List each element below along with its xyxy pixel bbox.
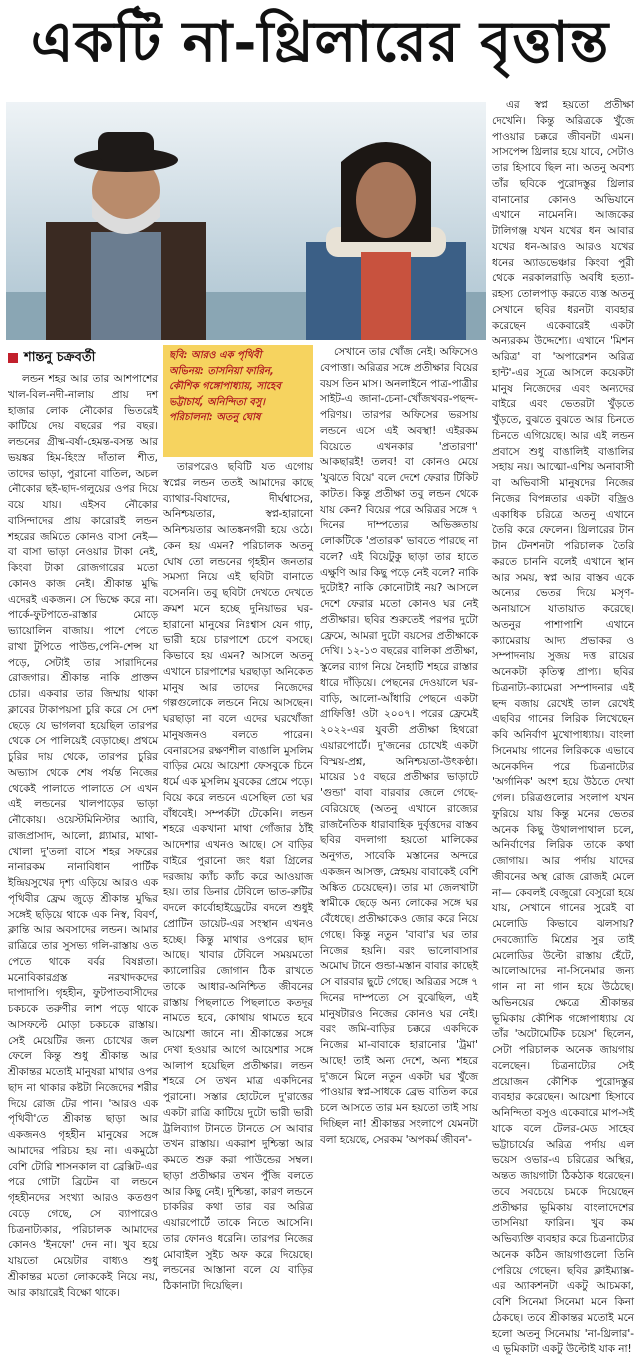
credits-line: কৌশিক গঙ্গোপাধ্যায়, সাহেব xyxy=(169,381,281,392)
byline-text: শান্তনু চক্রবর্তী xyxy=(24,349,96,365)
article-text: সেখানে তার খোঁজ নেই। অফিসেও বেপাত্তা। অরিত্রর সঙ্গে প্রতীক্ষার বিয়ের বয়স তিন মাস। অনলাইনে পাত্র-পাত্রীর সাইট-এ জানা-চেনা-খোঁজখবর-পছন্দ-পরিণয়। তারপর অফিসের ভরসায় লন্ডনে এসে এই অবস্থা! এইরকম বিয়েতে এখনকার 'প্রতারণা' আকছারই! তলব! বা কোনও মেয়ে 'যুঝতে বিয়ে' বলে দেশে ফেরার টিকিট কাটত। কিন্তু প্রতীক্ষা তবু লন্ডন থেকে যায় কেন? বিয়ের পরে অরিত্রর সঙ্গে ৭ দিনের দাম্পত্যের অভিজ্ঞতায় লোকটিকে 'প্রতারক' ভাবতে পারছে না বলে? এই বিয়েটুকু ছাড়া তার হাতে এক্ষুণি আর কিছু পড়ে নেই বলে? নাকি দুটোই? নাকি কোনোটাই নয়? আসলে দেশে ফেরার মতো কোনও ঘর নেই প্রতীক্ষার। ছবির শুরুতেই পরপর দুটো ফ্রেমে, আমরা দুটো বয়সের প্রতীক্ষাকে দেখি। ১২-১৩ বছরের বালিকা প্রতীক্ষা, স্কুলের ব্যাগ নিয়ে নৈহাটি শহরে রাস্তার ধারে দাঁড়িয়ে। পেছনের দেওয়ালে ঘর-বাড়ি, আলো-আঁধারি পেছনে একটা গ্রাফিত্তি! ওটা ২০০৭। পরের ফ্রেমেই ২০২২-এর যুবতী প্রতীক্ষা হিথরো এয়ারপোর্টে। দু'জনের চোখেই একটা বিস্ময়-প্রশ্ন, অনিশ্চয়তা-উৎকণ্ঠা। মায়ের ১৫ বছরে প্রতীক্ষার ভাড়াটে 'গুন্ডা' বাবা বারবার জেলে গেছে-বেরিয়েছে (অতনু এখানে রাজ্যের রাজনৈতিক ধারাবাহিক দুর্বৃত্তদের বাস্তব ছবির বদলাগা হয়তো মালিকের অনুগত, সাবেকি মস্তানের অন্দরে একজন আসক্ত, স্নেহময় বাবাকেই বেশি অঙ্কিত চেয়েছেন)। তার মা জেলখাটা স্বামীকে ছেড়ে অন্য লোকের সঙ্গে ঘর বেঁধেছে। প্রতীক্ষাকেও জোর করে নিয়ে গেছে। কিন্তু নতুন 'বাবা'র ঘর তার নিজের হয়নি। বরং ভালোবাসার অমোঘ টানে গুন্ডা-মস্তান বাবার কাছেই সে বারবার ছুটে গেছে। অরিত্রর সঙ্গে ৭ দিনের দাম্পত্যে সে বুঝেছিল, এই মানুষটারও নিজের কোনও ঘর নেই। বরং জমি-বাড়ির চক্করে একদিকে নিজের মা-বাবাকে হারানোর 'ট্রমা' আছে! তাই অন্য দেশে, অন্য শহরে দু'জনে মিলে নতুন একটা ঘর খুঁজে পাওয়ার স্বপ্ন-সাধকে ব্রেভ বাতিল করে চলে আসতে তার মন হয়তো তাই সায় দিচ্ছিল না! শ্রীকান্তর সংলাপে যেমনটা বলা হয়েছে, সেরকম 'অপকর্ম জীবন'- xyxy=(320,346,478,1146)
article-column-2 xyxy=(163,460,313,1292)
headline: একটি না-থ্রিলারের বৃত্তান্ত xyxy=(30,9,610,75)
credits-line: ছবি: আরও এক পৃথিবী xyxy=(169,350,262,361)
film-still-photo xyxy=(6,102,486,340)
article-text: তারপরেও ছবিটি যত এগোয় স্বপ্নের লন্ডন ততই আমাদের কাছে ব্যাথার-বিষাদের, দীর্ঘশ্বাসের, অনিশ্চয়তার, স্বপ্ন-হারানো অনিশ্চয়তার আতঙ্কনগরী হয়ে ওঠে। কেন হয় এমন? পরিচালক অতনু ঘোষ তো লন্ডনের গৃহহীন জনতার সমস্যা নিয়ে এই ছবিটা বানাতে বসেননি। তবু ছবিটা দেখতে দেখতে ক্রমশ মনে হচ্ছে দুনিয়াভর ঘর-হারানো মানুষের নিঃশ্বাস যেন গাঢ়, ভারী হয়ে চারপাশে চেপে বসছে। কিভাবে হয় এমন? আসলে অতনু এখানে চারপাশের ঘরছাড়া অনিকেত মানুষ আর তাদের নিজেদের গল্পগুলোকে লন্ডনে নিয়ে আসছেন। ঘরছাড়া না বলে এদের ঘরখোঁজা মানুষজনও বলতে পারেন। বেনারসের রক্ষণশীল বাঙালি মুসলিম বাড়ির মেয়ে আয়েশা ফেসবুকে চিনে ধর্মে এক মুসলিম যুবকের প্রেমে পড়ে। বিয়ে করে লন্ডনে এসেছিল তো ঘর বাঁধবেই। সম্পর্কটা টেকেনি। লন্ডন শহরে একখানা মাথা গোঁজার ঠাঁই আদেশার এখনও আছে। সে বাড়ির বাইরে পুরানো জং ধরা গ্রিলের দরজায় ক্যাঁচ ক্যাঁচ করে আওয়াজ হয়। তার ডিনার টেবিলে ভাত-রুটির বদলে কার্বোহাইড্রেটের বদলে শুধুই প্রোটিন ডায়েট-এর সংস্থান এখনও হচ্ছে। কিন্তু মাথার ওপরের ছাদ আছে। খাবার টেবিলে সময়মতো ক্যালোরির জোগান ঠিক রাখতে তাকে আধার-অনিশ্চিত জীবনের রাস্তায় পিছলাতে পিছলাতে কতদূর নামতে হবে, কোথায় থামতে হবে আয়েশা জানে না। শ্রীকান্তের সঙ্গে দেখা হওয়ার আগে আয়েশার সঙ্গে আলাপ হয়েছিল প্রতীক্ষার। লন্ডন শহরে সে তখন মাত্র একদিনের পুরানো। সস্তার হোটেলে দু'রাত্তের একটা রাত্রি কাটিয়ে দুটো ভারী ভারী ট্রলিব্যাগ টানতে টানতে সে আবার তখন রাস্তায়। একরাশ দুশ্চিন্তা আর কমতে শুরু করা পাউন্ডের সম্বল। ছাড়া প্রতীক্ষার তখন পুঁজি বলতে আর কিছু নেই। দুশ্চিন্তা, কারণ লন্ডনে চাকরির কথা তার বর অরিত্র এয়ারপোর্টে তাকে নিতে আসেনি। তার ফোনও ধরেনি। তারপর নিজের মোবাইল সুইচ অফ করে দিয়েছে। লন্ডনের আস্তানা বলে যে বাড়ির ঠিকানাটা দিয়েছিল। xyxy=(163,461,313,1292)
credits-line: ভট্টাচার্য, অনিন্দিতা বসু। xyxy=(169,396,266,408)
film-still-photo-icon xyxy=(6,102,486,340)
article-column-1 xyxy=(8,372,158,1299)
article-text: এর স্বপ্ন হয়তো প্রতীক্ষা দেখেনি। কিন্তু অরিত্রকে খুঁজে পাওয়ার চক্করে জীবনটা এমন। সাসপেন্স থ্রিলার হয়ে যাবে, সেটাও তার হিসাবে ছিল না। অতনু অবশ্য তাঁর ছবিকে পুরোদস্তুর থ্রিলার বানানোর কোনও অভিযানে এখানে নামেননি। আজকের টালিগঞ্জ যখন যখের ধন আবার যখের ধন-আরও আরও যখের ধনের অ্যাডভেঞ্চার কিংবা পুরী থেকে নরকালরাড়ি অবধি হত্যা-রহস্য তোলপাড় করতে ব্যস্ত অতনু সেখানে ছবির ধরনটা ব্যবহার করেছেন একেবারেই একটা অন্যরকম উদ্দেশ্যে। এখানে 'মিশন অরিত্র' বা 'অপারেশন অরিত্র হান্ট'-এর সূত্রে আসলে কয়েকটা মানুষ নিজেদের এবং অন্যদের বাইরে এবং ভেতরটা খুঁড়তে খুঁড়তে, বুঝতে বুঝতে আর চিনতে চিনতে এগিয়েছে। আর এই লন্ডন প্রবাসে শুধু বাঙালিই বাঙালির সহায় নয়। আত্মো-এশিয় অনাবাসী বা অভিবাসী মানুষদের নিজের নিজের বিপন্নতার একটা বজ্রিও একাধিক চরিত্রে অতনু এখানে তৈরি করে ফেলেন। থ্রিলারের টান টান টেনশনটা পরিচালক তৈরি করতে চাননি বলেই এখানে স্থান আর সময়, স্বপ্ন আর বাস্তব একে অন্যের ভেতর দিয়ে মসৃণ-অনায়াসে যাতায়াত করেছে। অতনুর পাশাপাশি এখানে ক্যামেরায় আদ্য প্রভাকর ও সম্পাদনায় সুজয় দত্ত রায়ের অনেকটা কৃতিত্ব প্রাপ্য। ছবির চিত্রনাট্য-ক্যামেরা সম্পাদনার এই ছন্দ বজায় রেখেই তাল রেখেই এছবির গানের লিরিক লিখেছেন কবি অনির্বাণ মুখোপাধ্যায়। বাংলা সিনেমায় গানের লিরিককে এভাবে অনেকদিন পরে চিত্রনাট্যের 'অর্গানিক' অংশ হয়ে উঠতে দেখা গেল। চরিত্রগুলোর সংলাপ যখন ফুরিয়ে যায় কিন্তু মনের ভেতর অনেক কিছু উথালপাথাল চলে, অনির্বাণের লিরিক তাকে কথা জোগায়। আর পর্দায় যাদের জীবনের অস্থ রোজ রোজই মেলে না— কেবলই বেজুরো বেসুরো হয়ে যায়, সেখানে গানের সুরেই বা মেলোডি কিভাবে ঝলসায়? দেবজ্যোতি মিশ্রের সুর তাই মেলোডির উল্টো রাস্তায় হেঁটে, আলোআদের না-সিনেমার জন্য গান না না গান হয়ে উঠেছে। অভিনয়ের ক্ষেত্রে শ্রীকান্তর ভূমিকায় কৌশিক গঙ্গোপাধ্যায় যে তাঁর 'অটোমেটিক চয়েস' ছিলেন, সেটা পরিচালক অনেক জায়গায় বলেছেন। চিত্রনাট্যের সেই প্রয়োজন কৌশিক পুরোদস্তুর ব্যবহার করেছেন। আয়েশা হিসাবে অনিন্দিতা বসুও একেবারে মাপ-সই যাকে বলে টেলর-মেড সাহেব ভট্টাচার্যের অরিত্র পর্দায় এল ভয়েস ওভার-এ চরিত্রের অস্থির, অন্তত জায়গাটা ঠিকঠাক ধরেছেন। তবে সবচেয়ে চমকে দিয়েছেন প্রতীক্ষার ভূমিকায় বাংলাদেশের তাসনিয়া ফারিন। খুব কম অভিব্যক্তি ব্যবহার করে চিত্রনাট্যের অনেক কঠিন জায়গাগুলো তিনি পেরিয়ে গেছেন। ছবির ক্লাইম্যাক্স-এর অ্যাকশনটা একটু আচমকা, বেশি সিনেমা সিনেমা মনে কিনা ঠেকছে। তবে শ্রীকান্তর মতোই মনে হলো অতনু সিনেমায় 'না-থ্রিলার'-এ ভূমিকাটা একটু উল্টোই যাক না! xyxy=(492,99,634,1356)
article-column-3 xyxy=(320,345,478,1224)
credits-line: পরিচালনা: অতনু ঘোষ xyxy=(169,412,261,423)
byline xyxy=(8,347,158,369)
byline-marker-icon xyxy=(8,353,18,363)
film-credits-box xyxy=(163,345,313,457)
credits-line: অভিনয়: তাসনিয়া ফারিন, xyxy=(169,365,274,377)
article-text: লন্ডন শহর আর তার আশপাশের খাল-বিল-নদী-নালায় প্রায় দশ হাজার লোক নৌকোর ভিতরেই কাটিয়ে দেয় বছরের পর বছর। লন্ডনের গ্রীষ্ম-বর্ষা-হেমন্ত-বসন্ত আর ভয়ঙ্কর হিম-হিংস্র দাঁতাল শীত, তাদের ভাড়া, পুরানো বাতিল, অচল নৌকোর ছই-ছাদ-গলুয়ের ওপর দিয়ে বয়ে যায়। এইসব নৌকোর বাসিন্দাদের প্রায় কারোরই লন্ডন শহরের জমিতে কোনও বাসা নেই— বা বাসা ভাড়া নেওয়ার টাকা নেই, কিংবা টাকা রোজগারের মতো কোনও কাজ নেই। শ্রীকান্ত মুদ্ধি এদেরই একজন। সে ভিক্ষে করে না। পার্কে-ফুটপাতে-রাস্তার মোড়ে ভ্যায়োলিন বাজায়। পাশে পেতে রাখা টুপিতে পাউন্ড,পেনি-শেন্স যা পড়ে, সেটাই তার সারাদিনের রোজগার। শ্রীকান্ত নাকি প্রাক্তন চোর। একবার তার জিম্মায় থাকা ক্লাবের টাকাপয়সা চুরি করে সে দেশ ছেড়ে যে ভাগলবা হয়েছিল তারপর থেকে সে পালিয়েই বেড়াচ্ছে। প্রথমে চুরির দায় থেকে, তারপর চুরির অভ্যাস থেকে শেষ পর্যন্ত নিজের থেকেই পালাতে পালাতে সে এখন এই লন্ডনের খালপাড়ের ভাড়া নৌকোয়। ওয়েস্টমিনিস্টার অ্যাবি, রাজপ্রাসাদ, আলো, গ্ল্যামার, মাথা-খোলা দু'তলা বাসে শহর সফরের নানারকম নানাবিধান পার্টিক ইন্দ্রিয়সুখের দৃশ্য এড়িয়ে আরও এক পৃথিবীর ফ্রেম জুড়ে শ্রীকান্ত মুদ্ধির সঙ্গেই ছড়িয়ে থাকে এক নিস্ব, বিবর্ণ, ক্লান্তি আর অবসাদের লন্ডন। আমার রাত্রিরে তার সুসভ্য গলি-রাস্তায় ওত পেতে থাকে বর্বর বিষণ্ণতা। মনোবিকারগ্রস্ত নরখাদকদের দাপাদাপি। গৃহহীন, ফুটপাতবাসীদের চকচকে তরুণীর লাশ পড়ে থাকে আসফল্টে মোড়া চকচকে রাস্তায়। সেই মেয়েটির জন্য চোখের জল ফেলে কিন্তু শুধু শ্রীকান্ত আর শ্রীকান্তর মতোই মানুষরা মাথার ওপর ছাদ না থাকার কষ্টটা নিজেদের শরীর দিয়ে রোজ টের পান। 'আরও এক পৃথিবী'তে শ্রীকান্ত ছাড়া আর একজনও গৃহহীন মানুষের সঙ্গে আমাদের পরিচয় হয় না। একমুঠো বেশি টোরি শাসনকাল বা ব্রেক্সিট-এর পরে গোটা ব্রিটেন বা লন্ডনে গৃহহীনদের সংখ্যা আরও কতগুণ বেড়ে গেছে, সে ব্যাপারেও চিত্রনাট্যকার, পরিচালক আমাদের কোনও 'ইনফো' দেন না। খুব হয়ে যায়তো মেয়েটার বাধ্যও শুধু শ্রীকান্তর মতো লোককেই নিয়ে নয়, আর কায়ারেই বিক্ষো থাকে। xyxy=(8,373,158,1299)
article-column-4 xyxy=(492,98,634,1356)
